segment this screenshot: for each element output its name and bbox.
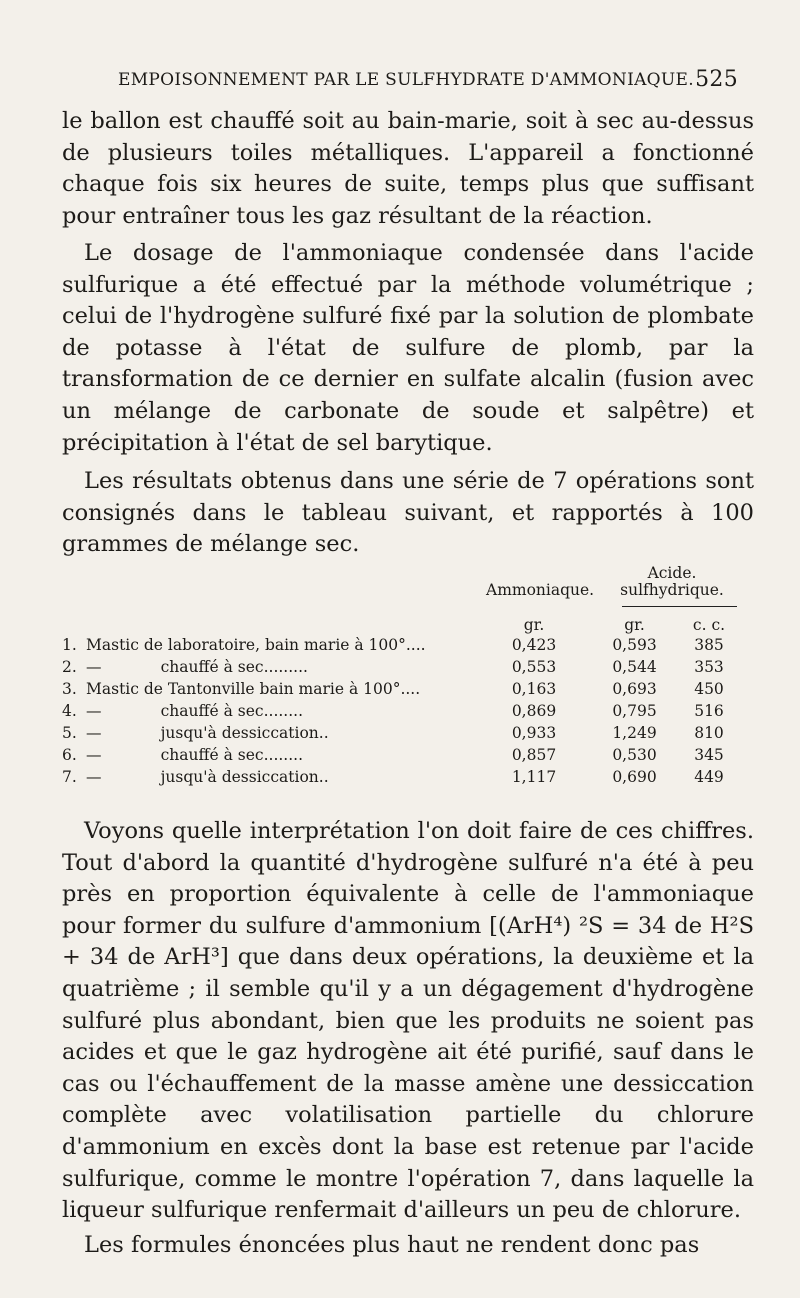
running-header bbox=[118, 67, 738, 92]
row-description: — jusqu'à dessiccation.. bbox=[86, 724, 329, 742]
row-number: 2. bbox=[62, 658, 77, 676]
row-cc: 385 bbox=[694, 636, 724, 654]
unit-cc: c. c. bbox=[692, 616, 726, 634]
row-description: Mastic de Tantonville bain marie à 100°.... bbox=[86, 680, 421, 698]
row-acide: 0,530 bbox=[612, 746, 657, 764]
header-rule bbox=[622, 606, 737, 607]
row-number: 7. bbox=[62, 768, 77, 786]
row-cc: 516 bbox=[694, 702, 724, 720]
row-cc: 810 bbox=[694, 724, 724, 742]
row-cc: 353 bbox=[694, 658, 724, 676]
row-acide: 0,544 bbox=[612, 658, 657, 676]
table-row bbox=[62, 680, 754, 702]
row-number: 5. bbox=[62, 724, 77, 742]
row-cc: 449 bbox=[694, 768, 724, 786]
row-acide: 0,690 bbox=[612, 768, 657, 786]
row-acide: 0,795 bbox=[612, 702, 657, 720]
row-description: — chauffé à sec........ bbox=[86, 702, 304, 720]
row-ammoniaque: 1,117 bbox=[511, 768, 557, 786]
row-ammoniaque: 0,857 bbox=[511, 746, 557, 764]
row-ammoniaque: 0,869 bbox=[511, 702, 557, 720]
row-cc: 450 bbox=[694, 680, 724, 698]
table-row bbox=[62, 658, 754, 680]
row-acide: 0,693 bbox=[612, 680, 657, 698]
row-number: 1. bbox=[62, 636, 77, 654]
row-ammoniaque: 0,423 bbox=[511, 636, 557, 654]
row-ammoniaque: 0,163 bbox=[511, 680, 557, 698]
row-description: — chauffé à sec......... bbox=[86, 658, 308, 676]
row-number: 3. bbox=[62, 680, 77, 698]
table-row bbox=[62, 768, 754, 790]
row-number: 6. bbox=[62, 746, 77, 764]
row-description: — jusqu'à dessiccation.. bbox=[86, 768, 329, 786]
table-row bbox=[62, 636, 754, 658]
header-ammoniaque: Ammoniaque. bbox=[486, 581, 595, 599]
row-number: 4. bbox=[62, 702, 77, 720]
row-cc: 345 bbox=[694, 746, 724, 764]
table-row bbox=[62, 702, 754, 724]
paragraph-1: le ballon est chauffé soit au bain-marie, soit à sec au-dessus de plusieurs toiles métalliques. L'appareil a fonctionné chaque fois six heures de suite, temps plus que suffisant pour entraîner tous les gaz résultant de la réaction. bbox=[62, 108, 754, 229]
row-description: Mastic de laboratoire, bain marie à 100°.... bbox=[86, 636, 426, 654]
running-title: EMPOISONNEMENT PAR LE SULFHYDRATE D'AMMONIAQUE. bbox=[118, 70, 694, 90]
paragraph-4: Voyons quelle interprétation l'on doit faire de ces chiffres. Tout d'abord la quantité d'hydrogène sulfuré n'a été à peu près en proportion équivalente à celle de l'ammoniaque pour former du sulfure d'ammonium [(ArH⁴) ²S = 34 de H²S + 34 de ArH³] que dans deux opérations, la deuxième et la quatrième ; il semble qu'il y a un dégagement d'hydrogène sulfuré plus abondant, bien que les produits ne soient pas acides et que le gaz hydrogène ait été purifié, sauf dans le cas ou l'échauffement de la masse amène une dessiccation complète avec volatilisation partielle du chlorure d'ammonium en excès dont la base est retenue par l'acide sulfurique, comme le montre l'opération 7, dans laquelle la liqueur sulfurique renfermait d'ailleurs un peu de chlorure. bbox=[62, 818, 754, 1224]
row-ammoniaque: 0,553 bbox=[511, 658, 557, 676]
unit-gr-ammoniaque: gr. bbox=[523, 616, 545, 634]
unit-gr-acide: gr. bbox=[624, 616, 645, 634]
row-acide: 0,593 bbox=[612, 636, 657, 654]
table-row bbox=[62, 724, 754, 746]
paragraph-5: Les formules énoncées plus haut ne rendent donc pas bbox=[84, 1232, 700, 1258]
row-description: — chauffé à sec........ bbox=[86, 746, 304, 764]
paragraph-3: Les résultats obtenus dans une série de 7 opérations sont consignés dans le tableau suivant, et rapportés à 100 grammes de mélange sec. bbox=[62, 468, 754, 558]
row-ammoniaque: 0,933 bbox=[511, 724, 557, 742]
header-acide-line1: Acide. bbox=[647, 564, 697, 582]
page-number: 525 bbox=[695, 67, 738, 92]
table-row bbox=[62, 746, 754, 768]
paragraph-2: Le dosage de l'ammoniaque condensée dans l'acide sulfurique a été effectué par la méthode volumétrique ; celui de l'hydrogène sulfuré fixé par la solution de plombate de potasse à l'état de sulfure de plomb, par la transformation de ce dernier en sulfate alcalin (fusion avec un mélange de carbonate de soude et salpêtre) et précipitation à l'état de sel barytique. bbox=[62, 240, 754, 456]
row-acide: 1,249 bbox=[612, 724, 657, 742]
header-acide-line2: sulfhydrique. bbox=[620, 581, 724, 599]
